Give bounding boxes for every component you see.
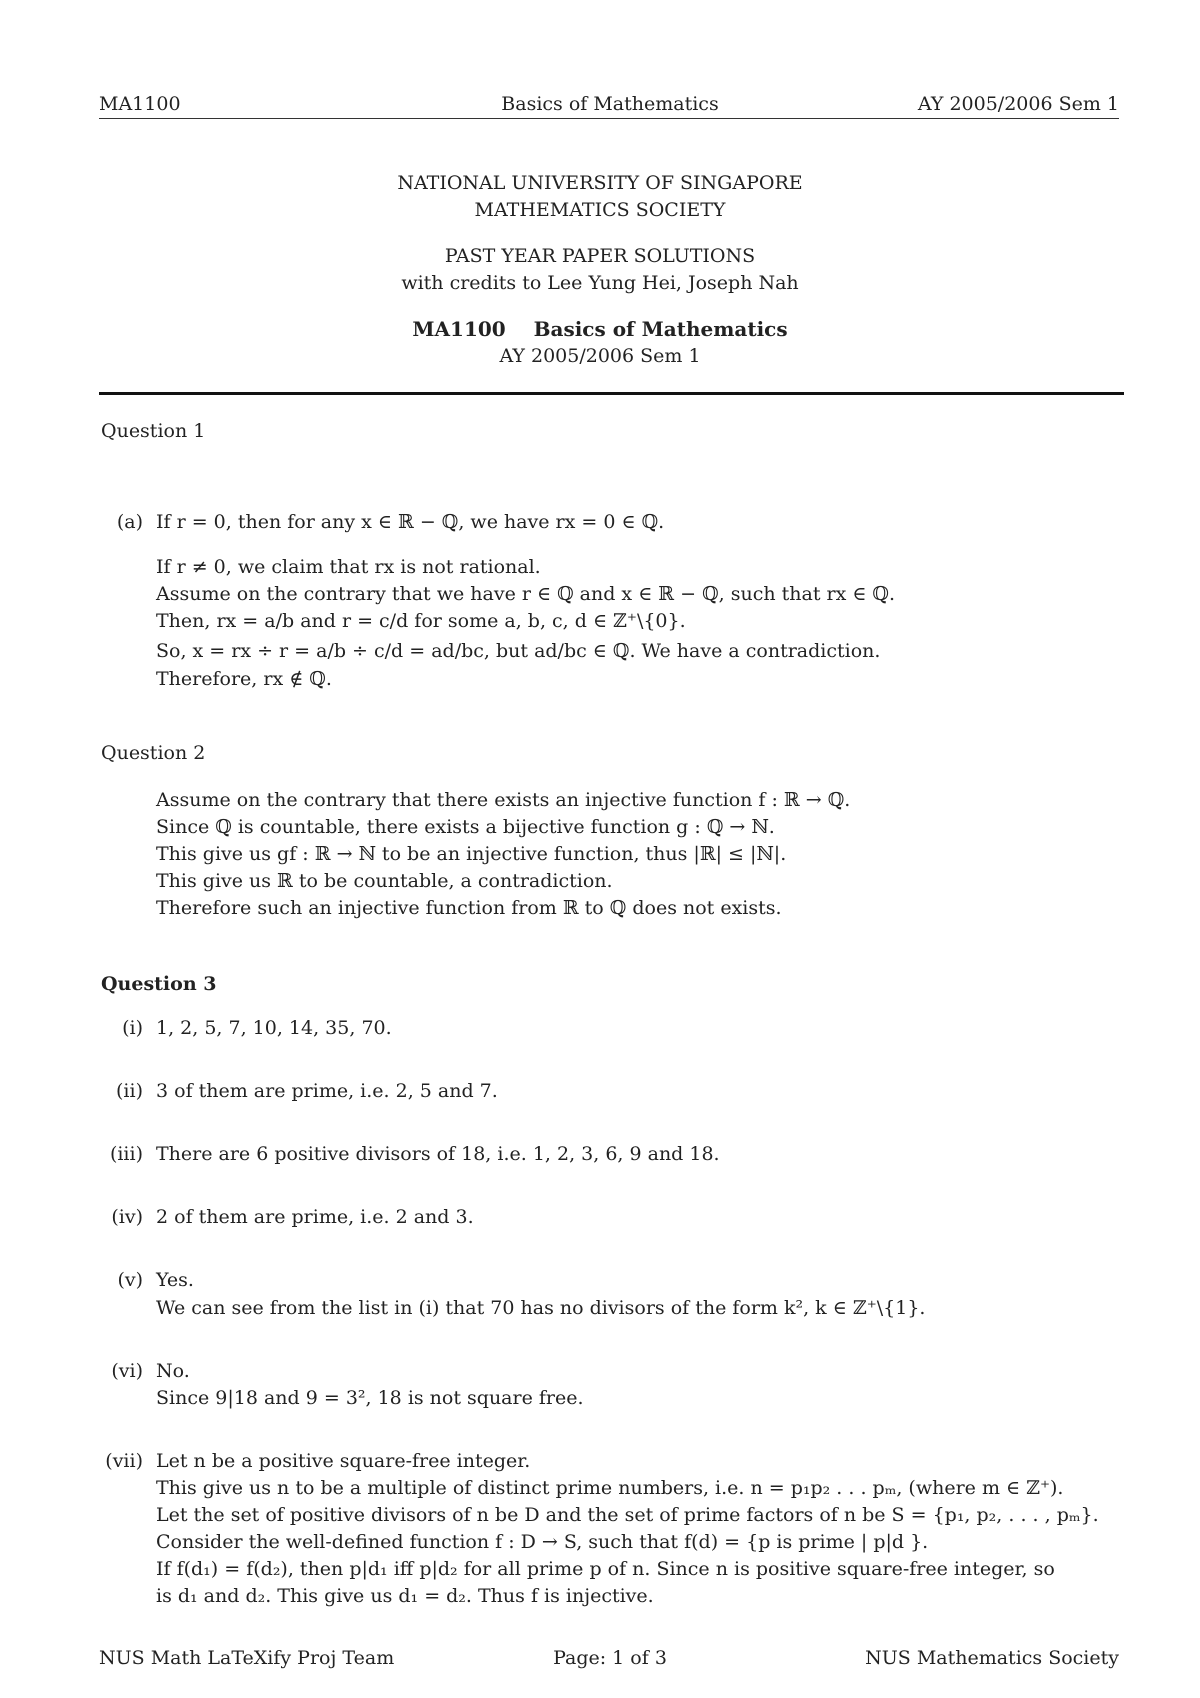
- society-name: MATHEMATICS SOCIETY: [474, 199, 726, 221]
- header-rule: [99, 118, 1119, 119]
- question-2-heading: Question 2: [101, 742, 206, 764]
- q1-line: If r ≠ 0, we claim that rx is not rational.: [156, 556, 541, 578]
- q3-part-label: (iii): [109, 1143, 143, 1165]
- q1-line: Therefore, rx ∉ ℚ.: [156, 668, 332, 690]
- q1-line: So, x = rx ÷ r = a/b ÷ c/d = ad/bc, but ad/bc ∈ ℚ. We have a contradiction.: [156, 640, 881, 662]
- q3-line: We can see from the list in (i) that 70 has no divisors of the form k², k ∈ ℤ⁺\{1}.: [156, 1297, 926, 1319]
- q1-line: Then, rx = a/b and r = c/d for some a, b, c, d ∈ ℤ⁺\{0}.: [156, 610, 686, 632]
- q2-line: Therefore such an injective function from ℝ to ℚ does not exists.: [156, 897, 782, 919]
- q3-line: This give us n to be a multiple of distinct prime numbers, i.e. n = p₁p₂ . . . pₘ, (where m ∈ ℤ⁺).: [156, 1477, 1064, 1499]
- q3-part-label: (iv): [111, 1206, 143, 1228]
- course-title: [0, 317, 1200, 341]
- q1-part-label: (a): [116, 511, 143, 533]
- course-name: Basics of Mathematics: [533, 317, 788, 341]
- question-1-heading: Question 1: [101, 420, 206, 442]
- q3-line: Let the set of positive divisors of n be D and the set of prime factors of n be S = {p₁, p₂, . . . , pₘ}.: [156, 1504, 1099, 1526]
- course-semester: AY 2005/2006 Sem 1: [499, 345, 701, 367]
- q3-part-label: (v): [117, 1269, 143, 1291]
- q3-line: 3 of them are prime, i.e. 2, 5 and 7.: [156, 1080, 498, 1102]
- title-rule: [99, 392, 1124, 395]
- q3-line: There are 6 positive divisors of 18, i.e. 1, 2, 3, 6, 9 and 18.: [156, 1143, 720, 1165]
- q2-line: Assume on the contrary that there exists an injective function f : ℝ → ℚ.: [156, 789, 851, 811]
- header-course-name: Basics of Mathematics: [501, 93, 719, 115]
- q3-line: is d₁ and d₂. This give us d₁ = d₂. Thus f is injective.: [156, 1585, 654, 1607]
- q3-part-label: (ii): [116, 1080, 143, 1102]
- course-code: MA1100: [412, 317, 506, 341]
- header-course-code: MA1100: [99, 93, 181, 115]
- q3-line: No.: [156, 1360, 190, 1382]
- q2-line: Since ℚ is countable, there exists a bijective function g : ℚ → ℕ.: [156, 816, 775, 838]
- q3-line: If f(d₁) = f(d₂), then p|d₁ iff p|d₂ for all prime p of n. Since n is positive square-free integer, so: [156, 1558, 1055, 1580]
- document-title: PAST YEAR PAPER SOLUTIONS: [444, 245, 756, 267]
- q3-line: 2 of them are prime, i.e. 2 and 3.: [156, 1206, 474, 1228]
- q3-line: 1, 2, 5, 7, 10, 14, 35, 70.: [156, 1017, 392, 1039]
- q3-part-label: (vii): [105, 1450, 143, 1472]
- q3-line: Yes.: [156, 1269, 194, 1291]
- q1-line: If r = 0, then for any x ∈ ℝ − ℚ, we have rx = 0 ∈ ℚ.: [156, 511, 665, 533]
- q3-line: Let n be a positive square-free integer.: [156, 1450, 531, 1472]
- q3-line: Consider the well-defined function f : D → S, such that f(d) = {p is prime | p|d }.: [156, 1531, 929, 1553]
- q1-line: Assume on the contrary that we have r ∈ ℚ and x ∈ ℝ − ℚ, such that rx ∈ ℚ.: [156, 583, 896, 605]
- q3-line: Since 9|18 and 9 = 3², 18 is not square free.: [156, 1387, 584, 1409]
- footer-page-number: Page: 1 of 3: [553, 1647, 667, 1669]
- footer-society: NUS Mathematics Society: [865, 1647, 1119, 1669]
- q2-line: This give us ℝ to be countable, a contradiction.: [156, 870, 613, 892]
- credits: with credits to Lee Yung Hei, Joseph Nah: [401, 272, 799, 294]
- q3-part-label: (i): [122, 1017, 143, 1039]
- university-name: NATIONAL UNIVERSITY OF SINGAPORE: [397, 172, 803, 194]
- question-3-heading: Question 3: [101, 973, 217, 995]
- header-semester: AY 2005/2006 Sem 1: [917, 93, 1119, 115]
- footer-team: NUS Math LaTeXify Proj Team: [99, 1647, 395, 1669]
- q3-part-label: (vi): [111, 1360, 143, 1382]
- q2-line: This give us gf : ℝ → ℕ to be an injective function, thus |ℝ| ≤ |ℕ|.: [156, 843, 787, 865]
